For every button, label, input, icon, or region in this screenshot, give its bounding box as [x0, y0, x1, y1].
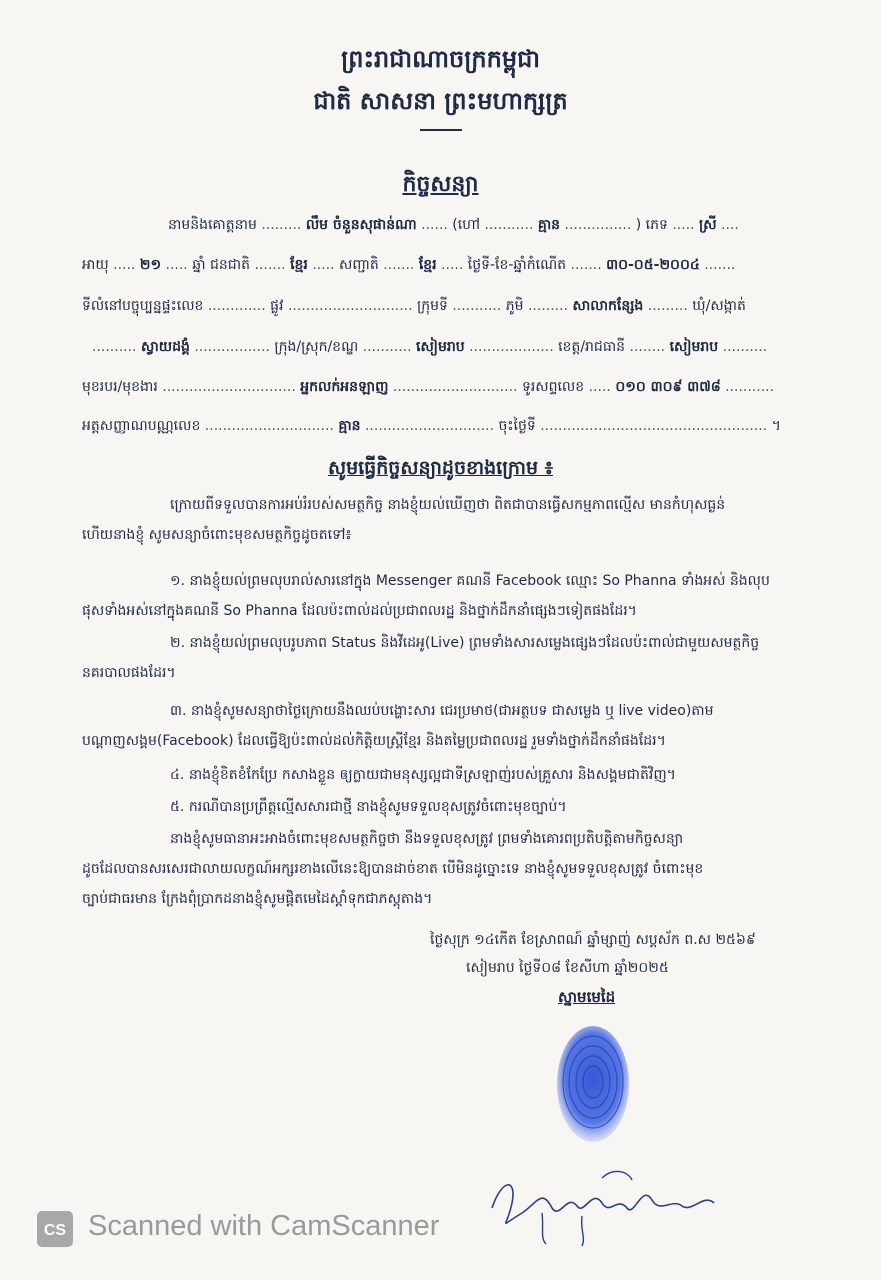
paragraph-line: នាងខ្ញុំសូមធានាអះអាងចំពោះមុខសមត្ថកិច្ចថា នឹងទទួលខុសត្រូវ ព្រមទាំងគោរពប្រតិបត្តិតាមកិច្ចសន្យា [170, 831, 684, 847]
paragraph-line: ដូចដែលបានសរសេរជាលាយលក្ខណ៍អក្សរខាងលើនេះឱ្យបានដាច់ខាត បើមិនដូច្នោះទេ នាងខ្ញុំសូមទទួលខុសត្រូវ ចំពោះមុខ [82, 861, 704, 877]
paragraph-intro [82, 490, 802, 550]
ethnicity-label: ជនជាតិ [210, 257, 251, 273]
occupation-value: អ្នកលក់អនឡាញ [300, 379, 389, 395]
form-row-address: ទីលំនៅបច្ចុប្បន្នផ្ទះលេខ ............. ផ្លូវ ............................ ក្រុមទី ........... ភូមិ ......... សាលាកន្សែង ......... ឃុំ/សង្កាត់ [82, 298, 746, 314]
list-item-3 [82, 696, 802, 756]
age-label: អាយុ [82, 257, 109, 273]
paragraph-line: នគរបាលផងដែរ។ [82, 665, 176, 681]
paragraph-line: ហើយនាងខ្ញុំ សូមសន្យាចំពោះមុខសមត្ថកិច្ចដូចតទៅ៖ [82, 527, 352, 543]
lunar-date: ថ្ងៃសុក្រ ១៤កើត ខែស្រាពណ៍ ឆ្នាំម្សាញ់ សប្តស័ក ព.ស ២៥៦៩ [430, 932, 756, 948]
paragraph-line: ច្បាប់ជាធរមាន ក្រែងពុំប្រាកដនាងខ្ញុំសូមផ្តិតមេដៃស្តាំទុកជាភស្តុតាង។ [82, 891, 433, 907]
form-row-name: នាមនិងគោត្តនាម ......... លឹម ចំនួនសុផាន់ណា ...... (ហៅ ........... គ្មាន ............... ) ភេទ ..... ស្រី .... [168, 217, 739, 233]
camscanner-logo-text: CS [43, 1222, 67, 1239]
motto: ជាតិ សាសនា ព្រះមហាក្សត្រ [313, 87, 568, 115]
occupation-label: មុខរបរ/មុខងារ [82, 379, 158, 395]
dob-value: ៣០-០៥-២០០៤ [606, 257, 700, 273]
list-item-5 [82, 792, 802, 822]
list-item-4 [82, 760, 802, 790]
paragraph-line: ៣. នាងខ្ញុំសូមសន្យាថាថ្ងៃក្រោយនឹងឈប់បង្ហោះសារ ជេរប្រមាថ(ជាអត្ថបទ ជាសម្លេង ឬ live video)តាម [170, 703, 714, 719]
alias-value: គ្មាន [537, 217, 561, 233]
nationality-value: ខ្មែរ [418, 257, 437, 273]
phone-label: ទូរសព្ទលេខ [521, 379, 585, 395]
handwritten-signature [482, 1158, 722, 1248]
name-label: នាមនិងគោត្តនាម [168, 217, 257, 233]
name-value: លឹម ចំនួនសុផាន់ណា [305, 217, 417, 233]
paragraph-closing [82, 824, 802, 914]
sex-label: ភេទ [645, 217, 668, 233]
dob-label: ថ្ងៃទី-ខែ-ឆ្នាំកំណើត [467, 257, 567, 273]
commune-label: ឃុំ/សង្កាត់ [692, 298, 746, 314]
district-value: សៀមរាប [416, 339, 465, 355]
street-label: ផ្លូវ [270, 298, 284, 314]
camscanner-logo [36, 1210, 74, 1248]
thumbprint-image [548, 1022, 638, 1152]
age-unit: ឆ្នាំ [192, 257, 206, 273]
paragraph-line: ៤. នាងខ្ញុំខិតខំកែប្រែ កសាងខ្លួន ឲ្យក្លាយជាមនុស្សល្អជាទីស្រឡាញ់របស់គ្រួសារ និងសង្គមជាតិវិញ។ [170, 767, 676, 783]
province-label: ខេត្ត/រាជធានី [558, 339, 626, 355]
document-title: កិច្ចសន្យា [402, 172, 479, 197]
village-label: ភូមិ [505, 298, 524, 314]
thumbprint-label: ស្នាមមេដៃ [558, 988, 616, 1006]
village-value: សាលាកន្សែង [572, 298, 644, 314]
alias-close: ) [635, 217, 642, 233]
list-item-1 [82, 566, 802, 626]
list-item-2 [82, 628, 802, 688]
form-row-id: អត្តសញ្ញាណបណ្ណលេខ ............................. គ្មាន ............................. ចុះថ្ងៃទី ................................................... ។ [82, 418, 781, 434]
section-title: សូមធ្វើកិច្ចសន្យាដូចខាងក្រោម ៖ [327, 457, 553, 479]
paragraph-line: ផុសទាំងអស់នៅក្នុងគណនី So Phanna ដែលប៉ះពាល់ដល់ប្រជាពលរដ្ឋ និងថ្នាក់ដឹកនាំផ្សេងៗទៀតផងដែរ។ [82, 603, 637, 619]
date-label: ចុះថ្ងៃទី [498, 418, 536, 434]
paragraph-line: ២. នាងខ្ញុំយល់ព្រមលុបរូបភាព Status និងវីដេអូ(Live) ព្រមទាំងសារសម្លេងផ្សេងៗដែលប៉ះពាល់ជាមួយសមត្ថកិច្ច [170, 635, 760, 651]
end-mark: ។ [771, 418, 781, 434]
group-label: ក្រុមទី [417, 298, 448, 314]
ethnicity-value: ខ្មែរ [290, 257, 308, 273]
commune-value: ស្វាយដង្គំ [140, 339, 190, 355]
solar-date: សៀមរាប ថ្ងៃទី០៨ ខែសីហា ឆ្នាំ២០២៥ [466, 960, 669, 976]
paragraph-line: ៥. ករណីបានប្រព្រឹត្តល្មើសសារជាថ្មី នាងខ្ញុំសូមទទួលខុសត្រូវចំពោះមុខច្បាប់។ [170, 799, 567, 815]
form-row-district: .......... ស្វាយដង្គំ ................. ក្រុង/ស្រុក/ខណ្ឌ ........... សៀមរាប ................... ខេត្ត/រាជធានី ........ សៀមរាប .......... [92, 339, 768, 355]
age-value: ២១ [139, 257, 162, 273]
alias-label: (ហៅ [452, 217, 480, 233]
id-value: គ្មាន [338, 418, 361, 434]
divider-ornament [420, 128, 462, 132]
address-label: ទីលំនៅបច្ចុប្បន្នផ្ទះលេខ [82, 298, 204, 314]
phone-value: ០១០ ៣០៩ ៣៧៨ [615, 379, 721, 395]
nationality-label: សញ្ជាតិ [339, 257, 379, 273]
form-row-occupation: មុខរបរ/មុខងារ .............................. អ្នកលក់អនឡាញ ............................ ទូរសព្ទលេខ ..... ០១០ ៣០៩ ៣៧៨ ........... [82, 379, 775, 395]
kingdom-title: ព្រះរាជាណាចក្រកម្ពុជា [341, 45, 540, 73]
form-row-age: អាយុ ..... ២១ ..... ឆ្នាំ ជនជាតិ ....... ខ្មែរ ..... សញ្ជាតិ ....... ខ្មែរ ..... ថ្ងៃទី-ខែ-ឆ្នាំកំណើត ....... ៣០-០៥-២០០៤ ....... [82, 257, 736, 273]
sex-value: ស្រី [699, 217, 717, 233]
district-label: ក្រុង/ស្រុក/ខណ្ឌ [274, 339, 359, 355]
id-label: អត្តសញ្ញាណបណ្ណលេខ [82, 418, 201, 434]
paragraph-line: ក្រោយពីទទួលបានការអប់រំរបស់សមត្ថកិច្ច នាងខ្ញុំយល់ឃើញថា ពិតជាបានធ្វើសកម្មភាពល្មើស មានកំហុសធ្ងន់ [170, 497, 726, 513]
camscanner-watermark: Scanned with CamScanner [88, 1210, 440, 1242]
paragraph-line: បណ្តាញសង្គម(Facebook) ដែលធ្វើឱ្យប៉ះពាល់ដល់កិត្តិយស្ត្រីខ្មែរ និងតម្លៃប្រជាពលរដ្ឋ រួមទាំងថ្នាក់ដឹកនាំផងដែរ។ [82, 733, 666, 749]
province-value: សៀមរាប [669, 339, 719, 355]
paragraph-line: ១. នាងខ្ញុំយល់ព្រមលុបរាល់សារនៅក្នុង Messenger គណនី Facebook ឈ្មោះ So Phanna ទាំងអស់ និងលុប [170, 573, 770, 589]
